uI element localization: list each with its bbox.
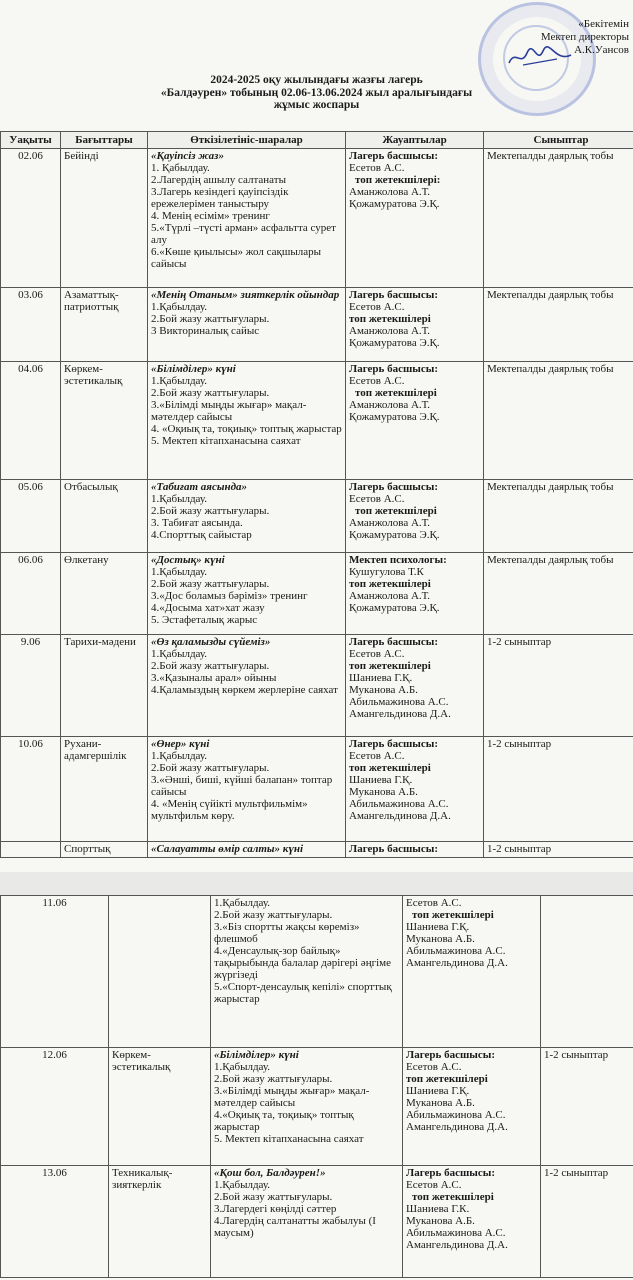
cell-direction: Көркем-эстетикалық [109, 1048, 211, 1166]
responsible-person: Муканова А.Б. [406, 1215, 475, 1227]
activity-title: «Салауатты өмір салты» күні [151, 843, 304, 855]
responsible-role: топ жетекшілері [349, 762, 431, 774]
document-title [0, 74, 633, 112]
table-row [1, 1048, 633, 1166]
cell-activities [148, 553, 346, 635]
responsible-role: топ жетекшілері [349, 578, 431, 590]
activity-item: 2.Бой жазу жаттығулары. [214, 909, 333, 921]
activity-title: «Білімділер» күні [214, 1049, 299, 1061]
title-line-3: жұмыс жоспары [273, 99, 360, 111]
responsible-person: Шаниева Г.Қ. [406, 921, 470, 933]
cell-classes: 1-2 сыныптар [484, 737, 633, 842]
approval-line-3: А.К.Уансов [574, 44, 629, 56]
approval-line-2: Мектеп директоры [540, 31, 629, 43]
responsible-role: Лагерь басшысы: [349, 289, 439, 301]
activity-item: 5. Мектеп кітапханасына саяхат [214, 1133, 364, 1145]
activity-item: 3.«Әнші, биші, күйші балапан» топтар сайысы [151, 774, 333, 798]
activity-item: 6.«Көше қиылысы» жол сақшылары сайысы [151, 246, 322, 270]
responsible-person: Абильмажинова А.С. [349, 696, 449, 708]
activity-item: 1.Қабылдау. [214, 1061, 271, 1073]
activity-title: «Қауіпсіз жаз» [151, 150, 224, 162]
responsible-person: Қожамуратова Э.Қ. [349, 411, 440, 423]
header-classes: Сыныптар [484, 132, 633, 149]
cell-responsible [403, 1166, 541, 1278]
responsible-role: топ жетекшілері [406, 1073, 488, 1085]
cell-classes: Мектепалды даярлық тобы [484, 149, 633, 288]
activity-item: 2.Бой жазу жаттығулары. [151, 505, 270, 517]
cell-direction: Көркем-эстетикалық [61, 362, 148, 480]
activity-title: «Қош бол, Балдәурен!» [214, 1167, 326, 1179]
cell-classes: Мектепалды даярлық тобы [484, 362, 633, 480]
schedule-table-continued [0, 895, 633, 1278]
cell-date: 02.06 [1, 149, 61, 288]
responsible-person: Аманжолова А.Т. [349, 399, 431, 411]
activity-item: 1.Қабылдау. [151, 750, 208, 762]
responsible-person: Муканова А.Б. [406, 933, 475, 945]
responsible-person: Есетов А.С. [349, 162, 405, 174]
schedule-table [0, 131, 633, 858]
cell-activities [148, 635, 346, 737]
cell-responsible [346, 362, 484, 480]
activity-title: «Білімділер» күні [151, 363, 236, 375]
cell-activities [211, 1166, 403, 1278]
approval-block [541, 18, 629, 57]
responsible-person: Аманжолова А.Т. [349, 186, 431, 198]
activity-item: 2.Бой жазу жаттығулары. [151, 313, 270, 325]
responsible-person: Абильмажинова А.С. [406, 1109, 506, 1121]
cell-activities [211, 1048, 403, 1166]
activity-item: 3.«Білімді мыңды жығар» мақал-мәтелдер сайысы [214, 1085, 370, 1109]
responsible-person: Амангельдинова Д.А. [349, 708, 451, 720]
responsible-person: Кушугулова Т.К [349, 566, 424, 578]
activity-item: 5. Эстафеталық жарыс [151, 614, 258, 626]
responsible-person: Абильмажинова А.С. [349, 798, 449, 810]
activity-item: 3. Табиғат аясында. [151, 517, 243, 529]
cell-activities [148, 288, 346, 362]
table-row [1, 635, 633, 737]
responsible-role: топ жетекшілері [349, 313, 431, 325]
activity-item: 3.«Дос боламыз бәріміз» тренинг [151, 590, 308, 602]
activity-item: 3 Викториналық сайыс [151, 325, 260, 337]
responsible-person: Муканова А.Б. [349, 684, 418, 696]
header-responsible: Жауаптылар [346, 132, 484, 149]
approval-line-1: «Бекітемін [578, 18, 629, 30]
cell-responsible [346, 553, 484, 635]
responsible-person: Есетов А.С. [349, 375, 405, 387]
cell-direction: Отбасылық [61, 480, 148, 553]
activity-item: 2.Бой жазу жаттығулары. [151, 578, 270, 590]
activity-item: 1.Қабылдау. [151, 301, 208, 313]
activity-item: 5.«Түрлі –түсті арман» асфальтта сурет алу [151, 222, 336, 246]
activity-title: «Табиғат аясында» [151, 481, 248, 493]
responsible-person: Шаниева Г.Қ. [406, 1085, 470, 1097]
responsible-role: Мектеп психологы: [349, 554, 447, 566]
cell-responsible [346, 635, 484, 737]
activity-item: 4. «Менің сүйікті мультфильмім» мультфильм көру. [151, 798, 308, 822]
table-row [1, 362, 633, 480]
activity-item: 3.«Білімді мыңды жығар» мақал-мәтелдер сайысы [151, 399, 307, 423]
responsible-person: Аманжолова А.Т. [349, 325, 431, 337]
responsible-person: Есетов А.С. [349, 301, 405, 313]
activity-item: 5.«Спорт-денсаулық кепілі» спорттық жарыстар [214, 981, 392, 1005]
responsible-role: топ жетекшілері [412, 1191, 494, 1203]
responsible-person: Муканова А.Б. [406, 1097, 475, 1109]
responsible-person: Аманжолова А.Т. [349, 590, 431, 602]
activity-item: 4.«Досыма хат»хат жазу [151, 602, 265, 614]
cell-date: 05.06 [1, 480, 61, 553]
cell-date: 04.06 [1, 362, 61, 480]
cell-direction: Бейінді [61, 149, 148, 288]
activity-item: 1. Қабылдау. [151, 162, 210, 174]
responsible-person: Шаниева Г.Қ. [349, 774, 413, 786]
responsible-role: топ жетекшілері: [355, 174, 441, 186]
table-row [1, 737, 633, 842]
responsible-role: топ жетекшілері [355, 387, 437, 399]
table-row [1, 149, 633, 288]
cell-direction: Техникалық-зияткерлік [109, 1166, 211, 1278]
cell-activities [148, 842, 346, 858]
activity-item: 2.Бой жазу жаттығулары. [151, 660, 270, 672]
activity-item: 3.Лагердегі көңілді сәттер [214, 1203, 337, 1215]
responsible-role: топ жетекшілері [355, 505, 437, 517]
cell-responsible [346, 737, 484, 842]
cell-responsible [403, 1048, 541, 1166]
header-activities: Өткізілетініс-шаралар [148, 132, 346, 149]
responsible-person: Аманжолова А.Т. [349, 517, 431, 529]
title-line-1: 2024-2025 оқу жылындағы жазғы лагерь [210, 74, 423, 86]
responsible-role: Лагерь басшысы: [349, 843, 439, 855]
responsible-person: Абильмажинова А.С. [406, 1227, 506, 1239]
table-header-row [1, 132, 633, 149]
responsible-person: Есетов А.С. [406, 897, 462, 909]
responsible-person: Есетов А.С. [349, 493, 405, 505]
cell-date: 11.06 [1, 896, 109, 1048]
header-direction: Бағыттары [61, 132, 148, 149]
cell-classes: 1-2 сыныптар [484, 635, 633, 737]
cell-classes [541, 896, 633, 1048]
responsible-person: Есетов А.С. [406, 1179, 462, 1191]
responsible-person: Амангельдинова Д.А. [406, 1121, 508, 1133]
cell-activities [211, 896, 403, 1048]
responsible-person: Шаниева Г.Қ. [349, 672, 413, 684]
activity-item: 2.Бой жазу жаттығулары. [214, 1191, 333, 1203]
header-time: Уақыты [1, 132, 61, 149]
cell-date: 9.06 [1, 635, 61, 737]
activity-item: 1.Қабылдау. [151, 566, 208, 578]
cell-direction: Спорттық [61, 842, 148, 858]
cell-responsible [346, 842, 484, 858]
table-row [1, 553, 633, 635]
cell-date: 10.06 [1, 737, 61, 842]
activity-title: «Менің Отаным» зияткерлік ойындар [151, 289, 340, 301]
cell-classes: 1-2 сыныптар [541, 1166, 633, 1278]
cell-classes: 1-2 сыныптар [484, 842, 633, 858]
activity-title: «Өнер» күні [151, 738, 210, 750]
cell-classes: 1-2 сыныптар [541, 1048, 633, 1166]
cell-direction: Рухани-адамгершілік [61, 737, 148, 842]
responsible-person: Амангельдинова Д.А. [406, 957, 508, 969]
page-2 [0, 895, 633, 1280]
cell-date: 03.06 [1, 288, 61, 362]
responsible-role: Лагерь басшысы: [349, 636, 439, 648]
cell-date: 06.06 [1, 553, 61, 635]
activity-item: 2.Бой жазу жаттығулары. [214, 1073, 333, 1085]
cell-direction: Тарихи-мәдени [61, 635, 148, 737]
responsible-role: Лагерь басшысы: [406, 1167, 496, 1179]
cell-date: 12.06 [1, 1048, 109, 1166]
activity-item: 1.Қабылдау. [151, 375, 208, 387]
responsible-person: Қожамуратова Э.Қ. [349, 529, 440, 541]
responsible-role: топ жетекшілері [412, 909, 494, 921]
responsible-person: Амангельдинова Д.А. [406, 1239, 508, 1251]
schedule-body [1, 149, 633, 858]
responsible-person: Амангельдинова Д.А. [349, 810, 451, 822]
activity-item: 5. Мектеп кітапханасына саяхат [151, 435, 301, 447]
activity-item: 4. Менің есімім» тренинг [151, 210, 270, 222]
activity-item: 4.«Денсаулық-зор байлық» тақырыбында балалар дәрігері әңгіме жүргізеді [214, 945, 391, 981]
activity-item: 4.Қаламыздың көркем жерлеріне саяхат [151, 684, 338, 696]
cell-responsible [403, 896, 541, 1048]
responsible-person: Абильмажинова А.С. [406, 945, 506, 957]
table-row [1, 896, 633, 1048]
activity-item: 3.Лагерь кезіндегі қауіпсіздік ережелерімен таныстыру [151, 186, 289, 210]
cell-classes: Мектепалды даярлық тобы [484, 553, 633, 635]
responsible-person: Муканова А.Б. [349, 786, 418, 798]
activity-item: 1.Қабылдау. [151, 648, 208, 660]
schedule-body-continued [1, 896, 633, 1278]
cell-date: 13.06 [1, 1166, 109, 1278]
activity-item: 4.Лагердің салтанатты жабылуы (I маусым) [214, 1215, 376, 1239]
responsible-person: Қожамуратова Э.Қ. [349, 337, 440, 349]
responsible-role: Лагерь басшысы: [349, 150, 439, 162]
activity-item: 4.Спорттық сайыстар [151, 529, 252, 541]
cell-classes: Мектепалды даярлық тобы [484, 480, 633, 553]
cell-direction: Азаматтық-патриоттық [61, 288, 148, 362]
activity-item: 2.Лагердің ашылу салтанаты [151, 174, 286, 186]
responsible-role: топ жетекшілері [349, 660, 431, 672]
responsible-person: Есетов А.С. [349, 750, 405, 762]
responsible-role: Лагерь басшысы: [349, 481, 439, 493]
cell-activities [148, 480, 346, 553]
table-row [1, 480, 633, 553]
responsible-person: Қожамуратова Э.Қ. [349, 602, 440, 614]
cell-direction: Өлкетану [61, 553, 148, 635]
table-row [1, 1166, 633, 1278]
responsible-person: Шаниева Г.К. [406, 1203, 470, 1215]
cell-classes: Мектепалды даярлық тобы [484, 288, 633, 362]
activity-item: 1.Қабылдау. [214, 1179, 271, 1191]
responsible-person: Есетов А.С. [406, 1061, 462, 1073]
table-row [1, 842, 633, 858]
activity-title: «Достық» күні [151, 554, 225, 566]
activity-title: «Өз қаламызды сүйеміз» [151, 636, 271, 648]
activity-item: 3.«Қазыналы арал» ойыны [151, 672, 277, 684]
responsible-person: Қожамуратова Э.Қ. [349, 198, 440, 210]
activity-item: 4. «Оқиық та, тоқиық» топтық жарыстар [151, 423, 342, 435]
cell-responsible [346, 288, 484, 362]
activity-item: 2.Бой жазу жаттығулары. [151, 762, 270, 774]
responsible-role: Лагерь басшысы: [349, 738, 439, 750]
activity-item: 3.«Біз спортты жақсы көреміз» флешмоб [214, 921, 360, 945]
activity-item: 1.Қабылдау. [151, 493, 208, 505]
responsible-person: Есетов А.С. [349, 648, 405, 660]
cell-responsible [346, 149, 484, 288]
responsible-role: Лагерь басшысы: [349, 363, 439, 375]
activity-item: 4.«Оқиық та, тоқиық» топтық жарыстар [214, 1109, 354, 1133]
cell-activities [148, 362, 346, 480]
responsible-role: Лагерь басшысы: [406, 1049, 496, 1061]
cell-date [1, 842, 61, 858]
cell-responsible [346, 480, 484, 553]
cell-activities [148, 737, 346, 842]
activity-item: 1.Қабылдау. [214, 897, 271, 909]
cell-direction [109, 896, 211, 1048]
table-row [1, 288, 633, 362]
cell-activities [148, 149, 346, 288]
activity-item: 2.Бой жазу жаттығулары. [151, 387, 270, 399]
title-line-2: «Балдәурен» тобының 02.06-13.06.2024 жыл аралығындағы [160, 86, 473, 99]
